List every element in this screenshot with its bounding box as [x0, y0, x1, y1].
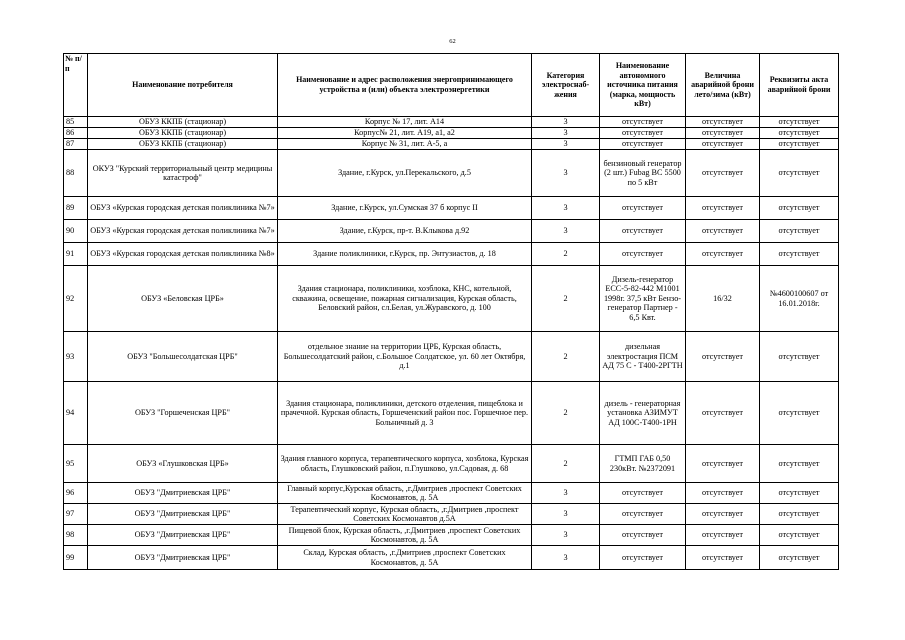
table-row	[64, 546, 839, 570]
reserve-act: отсутствует	[760, 117, 839, 128]
supply-category: 2	[532, 332, 600, 382]
header-number: № п/п	[64, 54, 88, 117]
reserve-act: отсутствует	[760, 445, 839, 483]
power-source: отсутствует	[600, 128, 686, 139]
power-source: дизель - генераторная установка АЗИМУТ АД 100С-Т400-1РН	[600, 382, 686, 445]
row-number: 85	[64, 117, 88, 128]
row-number: 99	[64, 546, 88, 570]
row-number: 90	[64, 220, 88, 243]
consumer-address: Корпус № 17, лит. А14	[278, 117, 532, 128]
emergency-reserve: отсутствует	[686, 220, 760, 243]
consumer-name: ОБУЗ «Беловская ЦРБ»	[88, 266, 278, 332]
supply-category: 2	[532, 243, 600, 266]
row-number: 97	[64, 504, 88, 525]
consumer-address: Здания главного корпуса, терапевтического корпуса, хозблока, Курская область, Глушковский район, п.Глушково, ул.Садовая, д. 68	[278, 445, 532, 483]
header-address: Наименование и адрес расположения энергопринимающего устройства и (или) объекта электроэнергетики	[278, 54, 532, 117]
table-row	[64, 197, 839, 220]
emergency-reserve: отсутствует	[686, 504, 760, 525]
row-number: 89	[64, 197, 88, 220]
power-source: бензиновый генератор (2 шт.) Fubag BC 5500 по 5 кВт	[600, 150, 686, 197]
table-row	[64, 220, 839, 243]
supply-category: 2	[532, 266, 600, 332]
consumer-name: ОБУЗ "Дмитриевская ЦРБ"	[88, 525, 278, 546]
emergency-reserve: отсутствует	[686, 139, 760, 150]
table-row	[64, 128, 839, 139]
supply-category: 2	[532, 445, 600, 483]
emergency-reserve: отсутствует	[686, 117, 760, 128]
table-body	[64, 117, 839, 570]
consumer-name: ОКУЗ "Курский территориальный центр медицины катастроф"	[88, 150, 278, 197]
power-source: Дизель-генератор ЕСС-5-82-442 М1001 1998г. 37,5 кВт Бензо-генератор Партнер - 6,5 Квт.	[600, 266, 686, 332]
emergency-reserve: 16/32	[686, 266, 760, 332]
row-number: 88	[64, 150, 88, 197]
table-row	[64, 332, 839, 382]
power-source: ГТМП ГАБ 0,50 230кВт. №2372091	[600, 445, 686, 483]
reserve-act: №4600100607 от 16.01.2018г.	[760, 266, 839, 332]
supply-category: 3	[532, 546, 600, 570]
consumer-name: ОБУЗ «Курская городская детская поликлиника №8»	[88, 243, 278, 266]
table-row	[64, 243, 839, 266]
emergency-reserve: отсутствует	[686, 546, 760, 570]
emergency-reserve: отсутствует	[686, 150, 760, 197]
reserve-act: отсутствует	[760, 243, 839, 266]
power-source: отсутствует	[600, 220, 686, 243]
consumer-address: Главный корпус,Курская область, ,г.Дмитриев ,проспект Советских Космонавтов, д. 5А	[278, 483, 532, 504]
power-source: отсутствует	[600, 504, 686, 525]
emergency-reserve: отсутствует	[686, 483, 760, 504]
supply-category: 3	[532, 139, 600, 150]
reserve-act: отсутствует	[760, 525, 839, 546]
consumer-address: Здание, г.Курск, ул.Перекальского, д.5	[278, 150, 532, 197]
power-source: отсутствует	[600, 197, 686, 220]
header-act: Реквизиты акта аварийной брони	[760, 54, 839, 117]
power-source: отсутствует	[600, 483, 686, 504]
row-number: 91	[64, 243, 88, 266]
row-number: 98	[64, 525, 88, 546]
table-row	[64, 266, 839, 332]
emergency-reserve: отсутствует	[686, 382, 760, 445]
page-number: 62	[449, 38, 456, 45]
consumer-address: Здание, г.Курск, ул.Сумская 37 б корпус II	[278, 197, 532, 220]
emergency-reserve: отсутствует	[686, 128, 760, 139]
table-row	[64, 139, 839, 150]
table-row	[64, 483, 839, 504]
row-number: 95	[64, 445, 88, 483]
consumer-name: ОБУЗ «Курская городская детская поликлиника №7»	[88, 220, 278, 243]
consumer-address: отдельное знание на территории ЦРБ, Курская область, Большесолдатский район, с.Большое Солдатское, ул. 60 лет Октября, д.1	[278, 332, 532, 382]
power-source: отсутствует	[600, 546, 686, 570]
emergency-reserve: отсутствует	[686, 197, 760, 220]
power-source: отсутствует	[600, 243, 686, 266]
table-row	[64, 150, 839, 197]
reserve-act: отсутствует	[760, 332, 839, 382]
header-row	[64, 54, 839, 117]
table-row	[64, 445, 839, 483]
row-number: 96	[64, 483, 88, 504]
supply-category: 3	[532, 504, 600, 525]
table-row	[64, 504, 839, 525]
consumer-name: ОБУЗ "Дмитриевская ЦРБ"	[88, 546, 278, 570]
consumer-address: Корпус № 31, лит. А-5, а	[278, 139, 532, 150]
consumer-address: Здания стационара, поликлиники, детского отделения, пищеблока и прачечной. Курская область, Горшеченский район пос. Горшечное пер. Больничный д. 3	[278, 382, 532, 445]
reserve-act: отсутствует	[760, 139, 839, 150]
supply-category: 3	[532, 197, 600, 220]
emergency-reserve: отсутствует	[686, 525, 760, 546]
consumer-name: ОБУЗ "Горшеченская ЦРБ"	[88, 382, 278, 445]
power-source: отсутствует	[600, 117, 686, 128]
supply-category: 3	[532, 525, 600, 546]
reserve-act: отсутствует	[760, 128, 839, 139]
consumer-address: Пищевой блок, Курская область, ,г.Дмитриев ,проспект Советских Космонавтов, д. 5А	[278, 525, 532, 546]
header-reserve: Величина аварийной брони лето/зима (кВт)	[686, 54, 760, 117]
consumer-name: ОБУЗ «Глушковская ЦРБ»	[88, 445, 278, 483]
table-row	[64, 382, 839, 445]
reserve-act: отсутствует	[760, 504, 839, 525]
consumer-address: Здание, г.Курск, пр-т. В.Клыкова д.92	[278, 220, 532, 243]
row-number: 93	[64, 332, 88, 382]
reserve-act: отсутствует	[760, 546, 839, 570]
emergency-reserve: отсутствует	[686, 243, 760, 266]
power-source: дизельная электростация ПСМ АД 75 С - Т400-2РГТН	[600, 332, 686, 382]
row-number: 92	[64, 266, 88, 332]
reserve-act: отсутствует	[760, 220, 839, 243]
reserve-act: отсутствует	[760, 382, 839, 445]
consumer-name: ОБУЗ "Дмитриевская ЦРБ"	[88, 504, 278, 525]
row-number: 87	[64, 139, 88, 150]
row-number: 94	[64, 382, 88, 445]
reserve-act: отсутствует	[760, 197, 839, 220]
consumers-table	[63, 53, 839, 570]
supply-category: 3	[532, 128, 600, 139]
consumer-name: ОБУЗ "Дмитриевская ЦРБ"	[88, 483, 278, 504]
supply-category: 3	[532, 150, 600, 197]
consumer-address: Здание поликлиники, г.Курск, пр. Энтузиастов, д. 18	[278, 243, 532, 266]
table-row	[64, 525, 839, 546]
table-row	[64, 117, 839, 128]
consumer-name: ОБУЗ ККПБ (стационар)	[88, 139, 278, 150]
consumer-name: ОБУЗ ККПБ (стационар)	[88, 128, 278, 139]
consumer-address: Склад, Курская область, ,г.Дмитриев ,проспект Советских Космонавтов, д. 5А	[278, 546, 532, 570]
consumer-name: ОБУЗ "Большесолдатская ЦРБ"	[88, 332, 278, 382]
consumer-address: Терапевтический корпус, Курская область, ,г.Дмитриев ,проспект Советских Космонавтов д.5А	[278, 504, 532, 525]
row-number: 86	[64, 128, 88, 139]
reserve-act: отсутствует	[760, 150, 839, 197]
power-source: отсутствует	[600, 139, 686, 150]
emergency-reserve: отсутствует	[686, 332, 760, 382]
supply-category: 2	[532, 382, 600, 445]
consumer-address: Здания стационара, поликлиники, хозблока, КНС, котельной, скважина, освещение, пожарная сигнализация, Курская область, Беловский район, сл.Белая, ул.Журавского, д. 100	[278, 266, 532, 332]
header-power-source: Наименование автономного источника питания (марка, мощность кВт)	[600, 54, 686, 117]
supply-category: 3	[532, 220, 600, 243]
header-category: Категория электроснаб-жения	[532, 54, 600, 117]
power-source: отсутствует	[600, 525, 686, 546]
consumer-name: ОБУЗ «Курская городская детская поликлиника №7»	[88, 197, 278, 220]
supply-category: 3	[532, 117, 600, 128]
emergency-reserve: отсутствует	[686, 445, 760, 483]
consumer-address: Корпус№ 21, лит. А19, а1, а2	[278, 128, 532, 139]
header-consumer-name: Наименование потребителя	[88, 54, 278, 117]
consumer-name: ОБУЗ ККПБ (стационар)	[88, 117, 278, 128]
reserve-act: отсутствует	[760, 483, 839, 504]
supply-category: 3	[532, 483, 600, 504]
